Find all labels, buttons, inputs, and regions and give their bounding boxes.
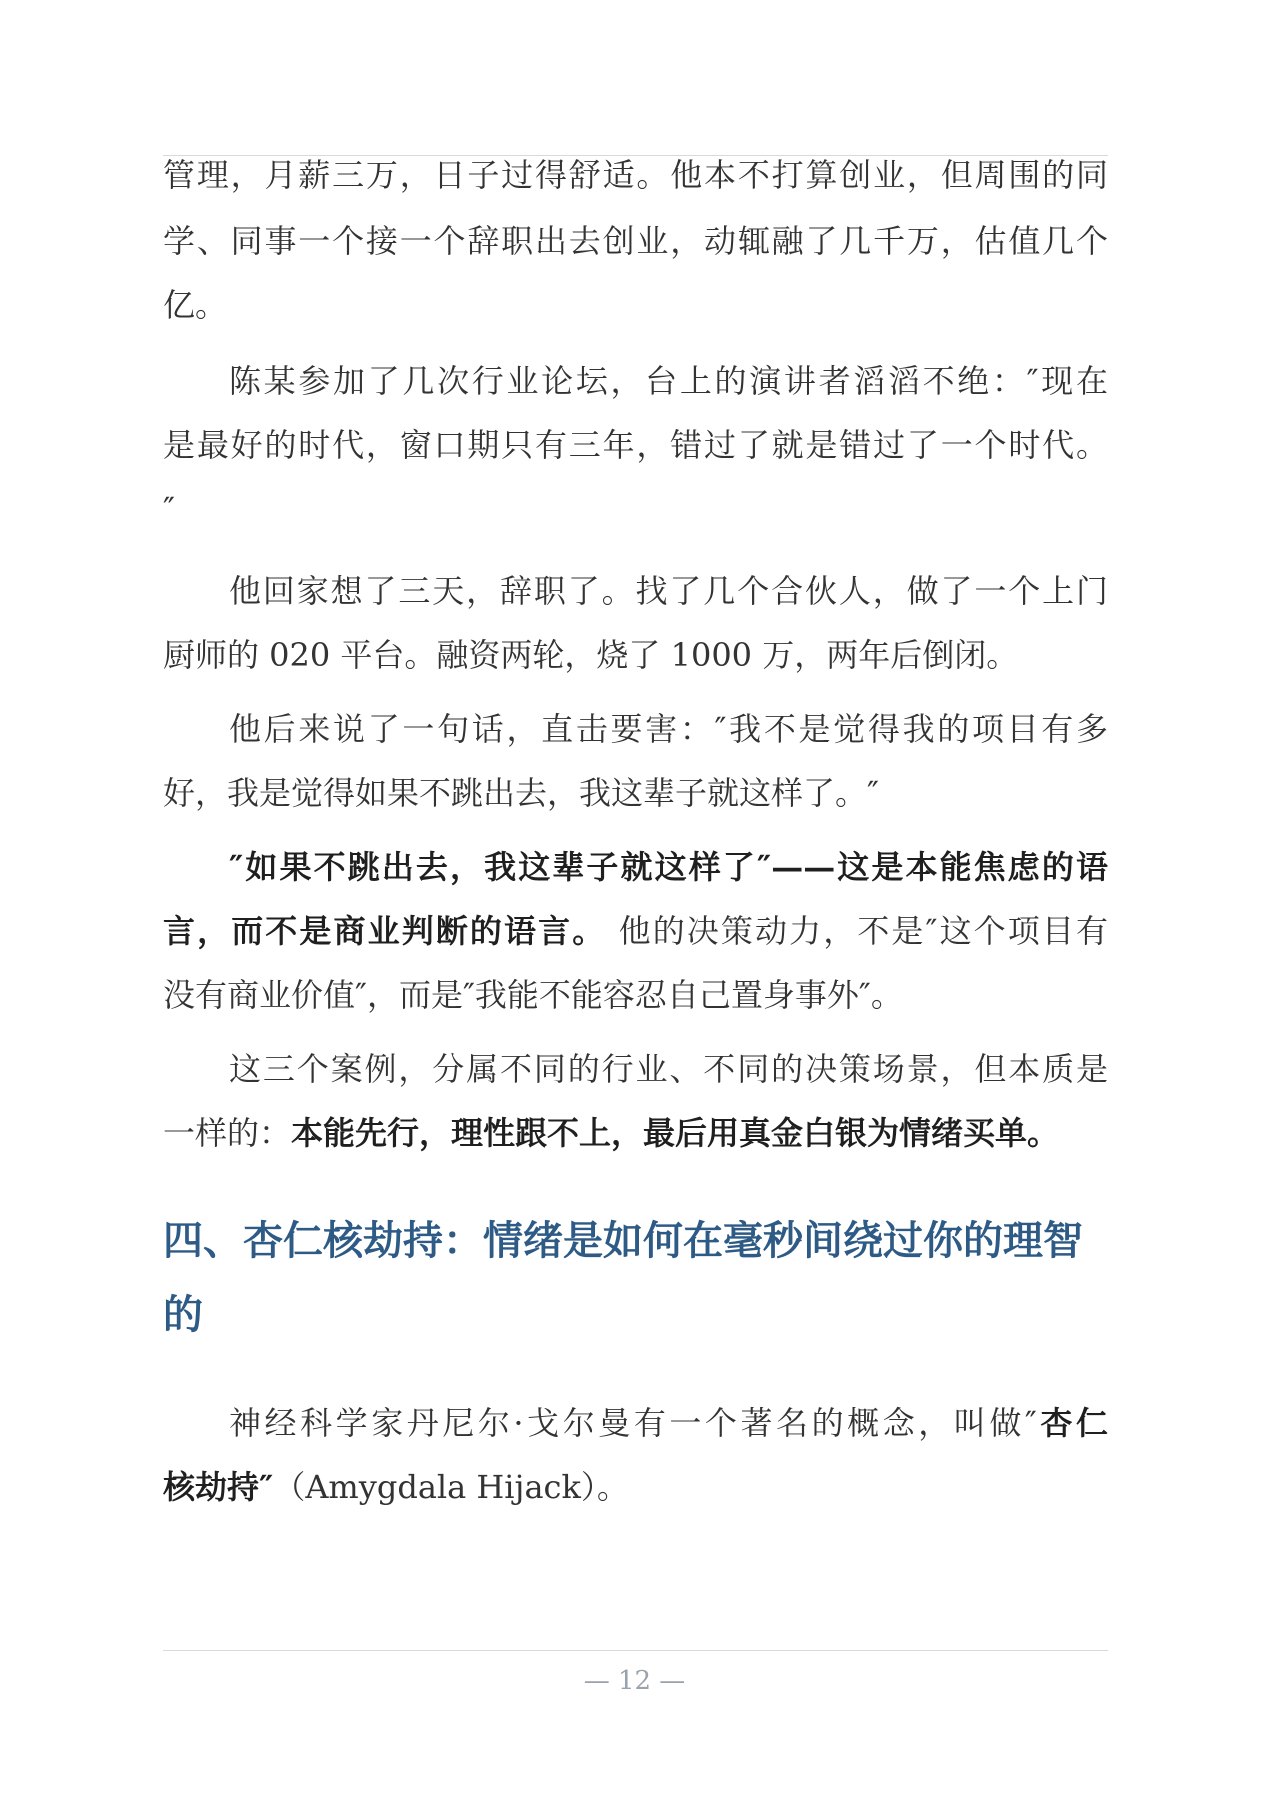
paragraph-5-line-2-bold: 言，而不是商业判断的语言。 bbox=[163, 912, 607, 950]
paragraph-6-line-2-bold: 本能先行，理性跟不上，最后用真金白银为情绪买单。 bbox=[291, 1114, 1060, 1152]
section-heading-line-2: 的 bbox=[163, 1292, 203, 1338]
paragraph-5-line-1: ″如果不跳出去，我这辈子就这样了″——这是本能焦虑的语 bbox=[229, 848, 1108, 886]
paragraph-6-line-2-normal: 一样的： bbox=[163, 1114, 292, 1152]
paragraph-4-line-2: 好，我是觉得如果不跳出去，我这辈子就这样了。″ bbox=[163, 774, 879, 812]
paragraph-1-line-1: 管理，月薪三万，日子过得舒适。他本不打算创业，但周围的同 bbox=[163, 156, 1108, 194]
paragraph-7-line-2-normal: （Amygdala Hijack）。 bbox=[273, 1468, 629, 1506]
paragraph-4-line-1: 他后来说了一句话，直击要害：″我不是觉得我的项目有多 bbox=[229, 710, 1108, 748]
paragraph-3-line-2: 厨师的 020 平台。融资两轮，烧了 1000 万，两年后倒闭。 bbox=[163, 636, 1019, 674]
paragraph-2-line-3: ″ bbox=[163, 490, 175, 528]
footer-divider bbox=[163, 1650, 1108, 1651]
paragraph-7-line-1-bold: 杏仁 bbox=[1036, 1404, 1108, 1442]
paragraph-5-line-2 bbox=[163, 911, 1108, 951]
paragraph-6-line-2 bbox=[163, 1113, 1108, 1153]
paragraph-1-line-2: 学、同事一个接一个辞职出去创业，动辄融了几千万，估值几个 bbox=[163, 222, 1108, 260]
paragraph-5-line-2-normal: 他的决策动力，不是″这个项目有 bbox=[606, 912, 1108, 950]
paragraph-7-line-1 bbox=[163, 1403, 1108, 1443]
page-number: — 12 — bbox=[583, 1666, 686, 1696]
paragraph-1-line-3: 亿。 bbox=[163, 286, 228, 324]
paragraph-7-line-2 bbox=[163, 1467, 1108, 1507]
paragraph-5-line-3: 没有商业价值″，而是″我能不能容忍自己置身事外″。 bbox=[163, 976, 903, 1014]
section-heading-line-1: 四、杏仁核劫持：情绪是如何在毫秒间绕过你的理智 bbox=[163, 1218, 1083, 1264]
paragraph-3-line-1: 他回家想了三天，辞职了。找了几个合伙人，做了一个上门 bbox=[229, 572, 1108, 610]
paragraph-7-line-1-normal: 神经科学家丹尼尔·戈尔曼有一个著名的概念，叫做″ bbox=[229, 1404, 1037, 1442]
paragraph-2-line-1: 陈某参加了几次行业论坛，台上的演讲者滔滔不绝：″现在 bbox=[229, 362, 1108, 400]
paragraph-7-line-2-bold: 核劫持″ bbox=[163, 1468, 274, 1506]
paragraph-6-line-1: 这三个案例，分属不同的行业、不同的决策场景，但本质是 bbox=[229, 1050, 1108, 1088]
paragraph-2-line-2: 是最好的时代，窗口期只有三年，错过了就是错过了一个时代。 bbox=[163, 426, 1108, 464]
